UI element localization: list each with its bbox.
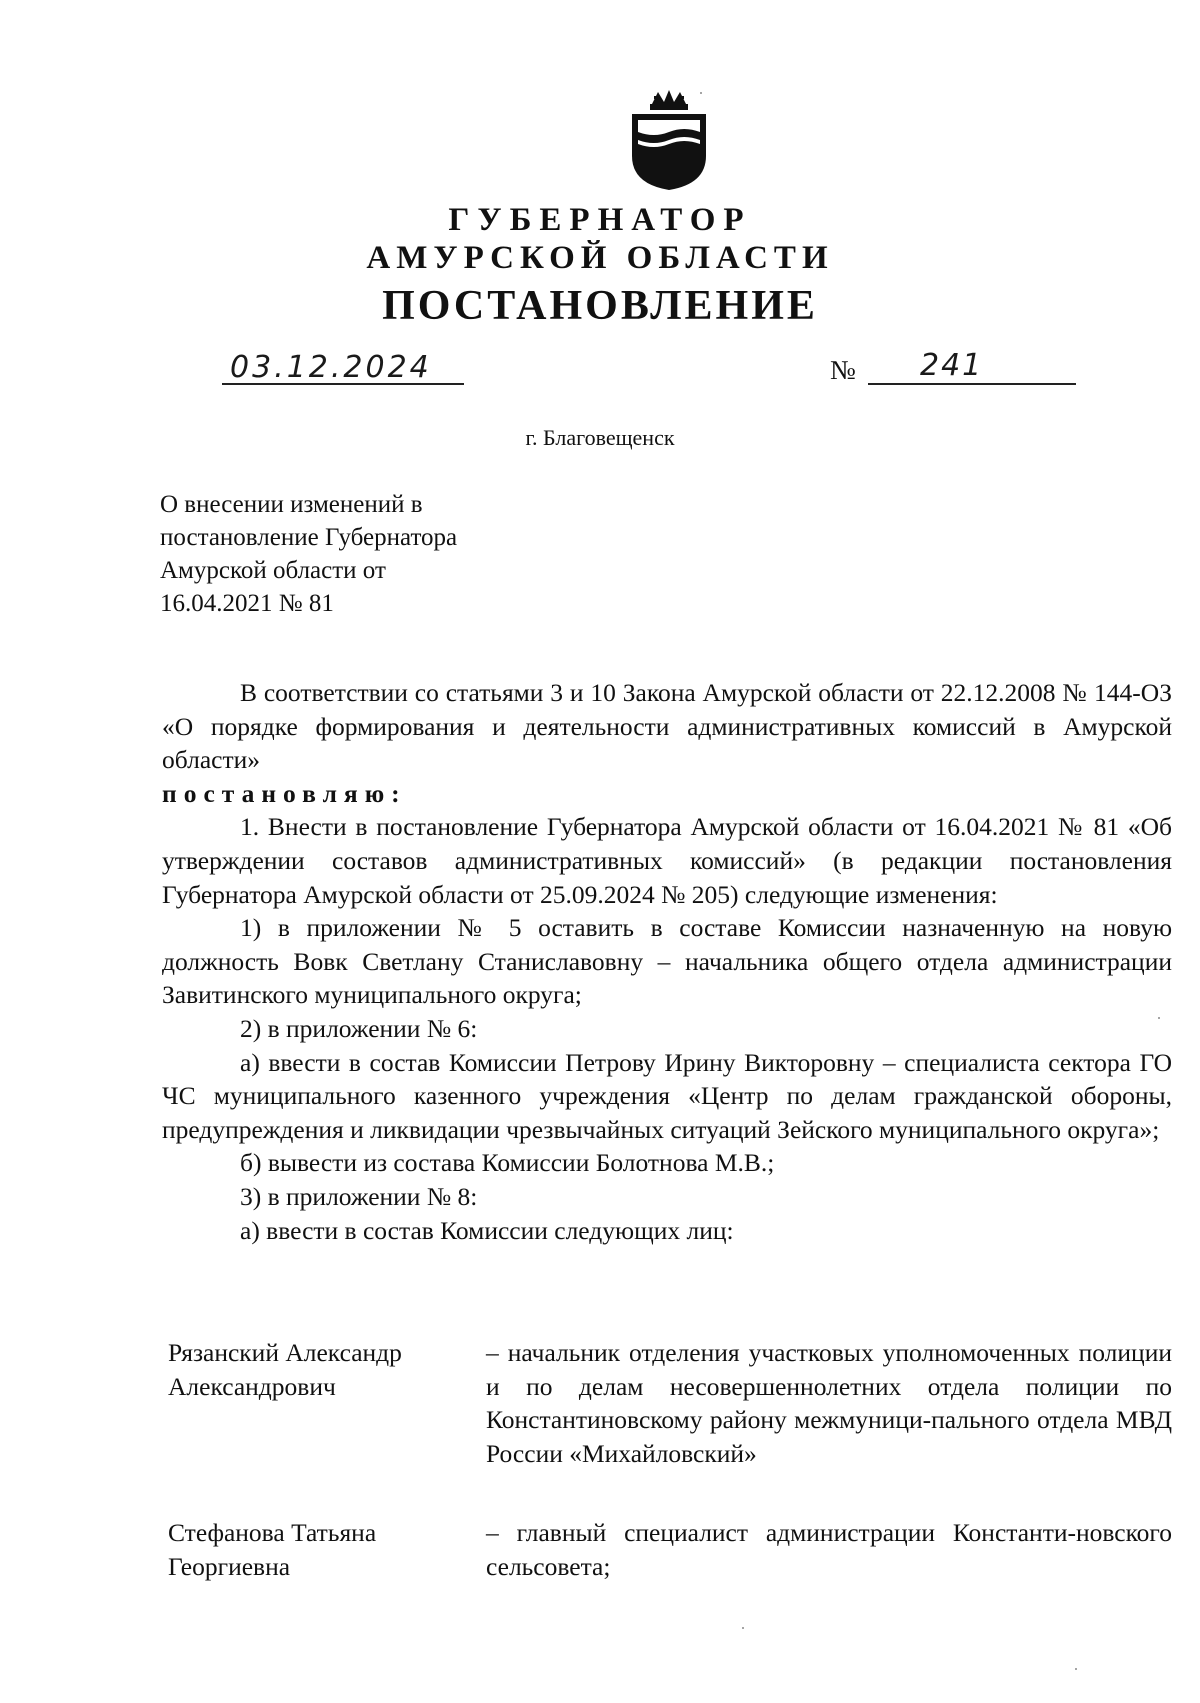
number-underline — [868, 383, 1076, 385]
resolve-word: постановляю: — [162, 778, 407, 808]
person-role: – главный специалист администрации Константи-новского сельсовета; — [486, 1518, 1172, 1581]
document-subject — [160, 488, 580, 620]
persons-list — [168, 1336, 1172, 1630]
subject-line: О внесении изменений в — [160, 491, 423, 518]
scan-speck — [742, 1627, 744, 1629]
number-sign: № — [830, 355, 856, 385]
item-1-2-b: б) вывести из состава Комиссии Болотнова М.В.; — [240, 1148, 775, 1178]
item-1-1: 1) в приложении № 5 оставить в составе Комиссии назначенную на новую должность Вовк Светлану Станиславовну – начальника общего отдела администрации Завитинского муниципального округа; — [162, 913, 1172, 1010]
scan-speck — [1158, 1017, 1160, 1019]
scan-speck — [1075, 1668, 1077, 1670]
person-patronymic: Георгиевна — [168, 1551, 291, 1581]
item-1: 1. Внести в постановление Губернатора Амурской области от 16.04.2021 № 81 «Об утверждении составов административных комиссий» (в редакции постановления Губернатора Амурской области от 25.09.2024 № 205) следующие изменения: — [162, 812, 1172, 909]
document-number: 241 — [920, 348, 984, 383]
document-body — [162, 676, 1172, 1247]
document-date: 03.12.2024 — [230, 350, 432, 385]
person-role: – начальник отделения участковых уполномоченных полиции и по делам несовершеннолетних отдела полиции по Константиновскому району межмуници-пального отдела МВД России «Михайловский» — [486, 1338, 1172, 1468]
city-line: г. Благовещенск — [525, 425, 675, 450]
person-entry — [168, 1516, 1172, 1583]
coat-of-arms-emblem — [628, 88, 710, 192]
preamble-paragraph: В соответствии со статьями 3 и 10 Закона Амурской области от 22.12.2008 № 144-ОЗ «О порядке формирования и деятельности административных комиссий в Амурской области» — [162, 678, 1172, 775]
header-governor: ГУБЕРНАТОР — [448, 202, 752, 238]
date-underline — [222, 383, 464, 385]
person-entry — [168, 1336, 1172, 1470]
person-name-line: Стефанова Татьяна — [168, 1518, 377, 1548]
subject-line: Амурской области от — [160, 557, 386, 584]
header-region: АМУРСКОЙ ОБЛАСТИ — [366, 240, 834, 276]
header-doc-type: ПОСТАНОВЛЕНИЕ — [382, 283, 818, 329]
item-1-3: 3) в приложении № 8: — [240, 1181, 478, 1211]
item-1-2: 2) в приложении № 6: — [240, 1013, 478, 1043]
person-name — [168, 1516, 478, 1583]
person-name-line: Рязанский Александр — [168, 1338, 402, 1367]
subject-line: 16.04.2021 № 81 — [160, 590, 334, 617]
scan-speck — [700, 92, 702, 94]
item-1-3-a: а) ввести в состав Комиссии следующих лиц: — [240, 1215, 734, 1245]
person-patronymic: Александрович — [168, 1371, 336, 1401]
subject-line: постановление Губернатора — [160, 524, 458, 551]
item-1-2-a: а) ввести в состав Комиссии Петрову Ирину Викторовну – специалиста сектора ГО ЧС муниципального казенного учреждения «Центр по делам гражданской обороны, предупреждения и ликвидации чрезвычайных ситуаций Зейского муниципального округа»; — [162, 1047, 1172, 1144]
person-name — [168, 1336, 478, 1470]
